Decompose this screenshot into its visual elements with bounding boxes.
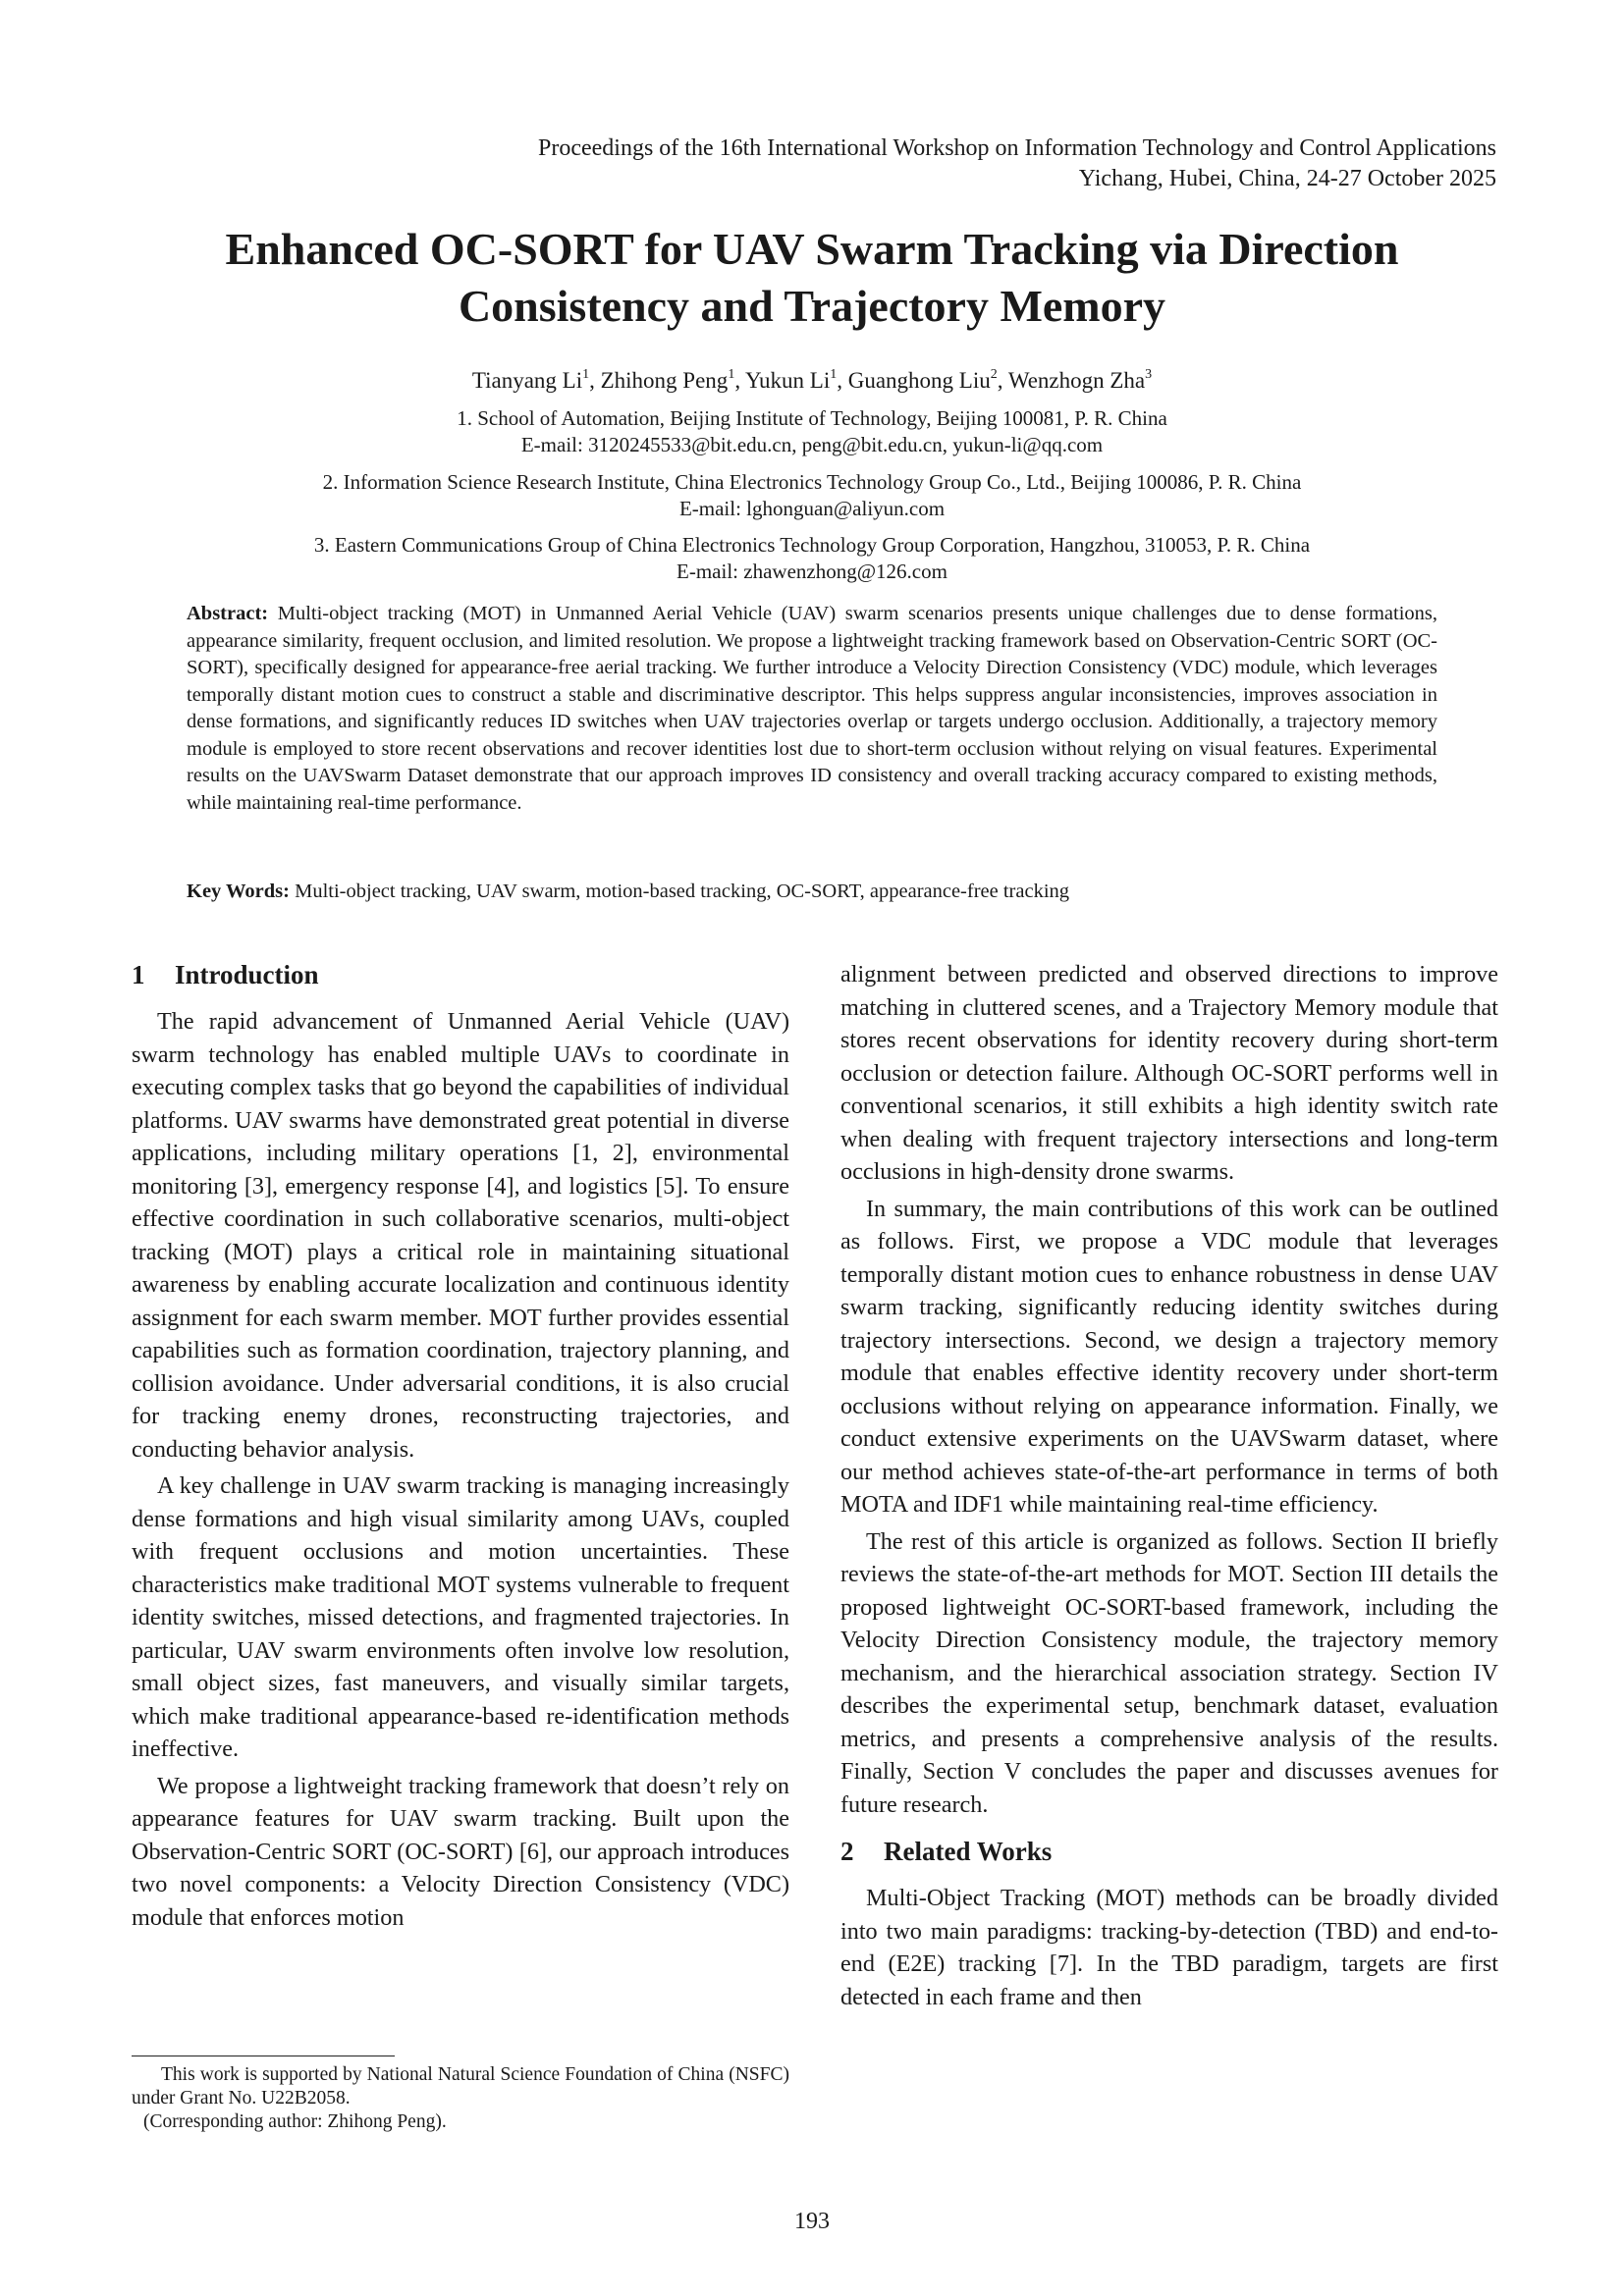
author: Zhihong Peng (600, 368, 729, 393)
author-affiliation-mark: 1 (830, 367, 838, 382)
section-title: Related Works (884, 1837, 1053, 1866)
author-affiliation-mark: 1 (728, 367, 735, 382)
header-line-2: Yichang, Hubei, China, 24-27 October 2025 (1078, 166, 1496, 191)
title-line-2: Consistency and Trajectory Memory (458, 281, 1166, 331)
affiliation-2 (128, 469, 1496, 522)
section-heading-related-works (840, 1835, 1498, 1868)
author: Guanghong Liu (847, 368, 991, 393)
abstract-text: Multi-object tracking (MOT) in Unmanned Aerial Vehicle (UAV) swarm scenarios presents unique challenges due to dense formations, appearance similarity, frequent occlusion, and limited resolution. We propose a lightweight tracking framework based on Observation-Centric SORT (OC-SORT), specifically designed for appearance-free aerial tracking. We further introduce a Velocity Direction Consistency (VDC) module, which leverages temporally distant motion cues to construct a stable and discriminative descriptor. This helps suppress angular inconsistencies, improves association in dense formations, and significantly reduces ID switches when UAV trajectories overlap or targets undergo occlusion. Additionally, a trajectory memory module is employed to store recent observations and recover identities lost due to short-term occlusion without relying on visual features. Experimental results on the UAVSwarm Dataset demonstrate that our approach improves ID consistency and overall tracking accuracy compared to existing methods, while maintaining real-time performance. (187, 603, 1438, 814)
paragraph: alignment between predicted and observed directions to improve matching in cluttered scenes, and a Trajectory Memory module that stores recent observations for identity recovery during short-term occlusion or detection failure. Although OC-SORT performs well in conventional scenarios, it still exhibits a high identity switch rate when dealing with frequent trajectory intersections and long-term occlusions in high-density drone swarms. (840, 961, 1498, 1185)
paragraph: The rapid advancement of Unmanned Aerial Vehicle (UAV) swarm technology has enabled multiple UAVs to coordinate in executing complex tasks that go beyond the capabilities of individual platforms. UAV swarms have demonstrated great potential in diverse applications, including military operations [1, 2], environmental monitoring [3], emergency response [4], and logistics [5]. To ensure effective coordination in such collaborative scenarios, multi-object tracking (MOT) plays a critical role in maintaining situational awareness by enabling accurate localization and continuous identity assignment for each swarm member. MOT further provides essential capabilities such as formation coordination, trajectory planning, and collision avoidance. Under adversarial conditions, it is also crucial for tracking enemy drones, reconstructing trajectories, and conducting behavior analysis. (132, 1008, 789, 1463)
page-number: 193 (794, 2209, 830, 2234)
affiliation-email: E-mail: zhawenzhong@126.com (677, 560, 947, 583)
paper-title (128, 221, 1496, 335)
affiliation-1 (128, 405, 1496, 458)
affiliation-email: E-mail: 3120245533@bit.edu.cn, peng@bit.edu.cn, yukun-li@qq.com (520, 433, 1104, 456)
author: Yukun Li (744, 368, 831, 393)
author: Tianyang Li (471, 368, 583, 393)
keywords-label: Key Words: (187, 881, 290, 902)
affiliation-line: 2. Information Science Research Institute, China Electronics Technology Group Co., Ltd., Beijing 100086, P. R. China (322, 470, 1302, 494)
author: Wenzhogn Zha (1007, 368, 1146, 393)
affiliation-line: 1. School of Automation, Beijing Institute of Technology, Beijing 100081, P. R. China (457, 406, 1167, 430)
corresponding-author-note: (Corresponding author: Zhihong Peng). (143, 2111, 447, 2132)
right-column (840, 958, 1498, 2017)
keywords-text: Multi-object tracking, UAV swarm, motion-based tracking, OC-SORT, appearance-free tracking (295, 881, 1070, 902)
paragraph: We propose a lightweight tracking framework that doesn’t rely on appearance features for UAV swarm tracking. Built upon the Observation-Centric SORT (OC-SORT) [6], our approach introduces two novel components: a Velocity Direction Consistency (VDC) module that enforces motion (132, 1772, 789, 1931)
footnote (132, 2063, 789, 2134)
header-line-1: Proceedings of the 16th International Workshop on Information Technology and Control Applications (538, 135, 1496, 161)
keywords (187, 879, 1437, 905)
proceedings-header (538, 133, 1496, 194)
funding-note: This work is supported by National Natural Science Foundation of China (NSFC) under Grant No. U22B2058. (132, 2064, 789, 2109)
section-title: Introduction (175, 960, 319, 989)
author-list: Tianyang Li$^1$, Zhihong Peng$^1$, Yukun Li$^1$, Guanghong Liu$^2$, Wenzhogn Zha$^3$ (471, 367, 1153, 393)
paragraph: Multi-Object Tracking (MOT) methods can be broadly divided into two main paradigms: tracking-by-detection (TBD) and end-to-end (E2E) tracking [7]. In the TBD paradigm, targets are first detected in each frame and then (840, 1885, 1498, 2010)
section-number: 2 (840, 1837, 854, 1866)
author-affiliation-mark: 1 (582, 367, 590, 382)
affiliation-email: E-mail: lghonguan@aliyun.com (678, 497, 946, 520)
abstract-label: Abstract: (187, 603, 269, 624)
paragraph: The rest of this article is organized as follows. Section II briefly reviews the state-of-the-art methods for MOT. Section III details the proposed lightweight OC-SORT-based framework, including the Velocity Direction Consistency module, the trajectory memory mechanism, and the hierarchical association strategy. Section IV describes the experimental setup, benchmark dataset, evaluation metrics, and presents a comprehensive analysis of the results. Finally, Section V concludes the paper and discusses avenues for future research. (840, 1527, 1498, 1818)
section-number: 1 (132, 960, 145, 989)
section-heading-introduction (132, 958, 789, 991)
affiliation-3 (128, 532, 1496, 585)
paragraph: In summary, the main contributions of this work can be outlined as follows. First, we propose a VDC module that leverages temporally distant motion cues to enhance robustness in dense UAV swarm tracking, significantly reducing identity switches during trajectory intersections. Second, we design a trajectory memory module that enables effective identity recovery under short-term occlusions without relying on appearance information. Finally, we conduct extensive experiments on the UAVSwarm dataset, where our method achieves state-of-the-art performance in terms of both MOTA and IDF1 while maintaining real-time efficiency. (840, 1195, 1498, 1518)
abstract (187, 601, 1437, 817)
title-line-1: Enhanced OC-SORT for UAV Swarm Tracking via Direction (225, 224, 1399, 274)
author-affiliation-mark: 3 (1145, 367, 1153, 382)
affiliation-line: 3. Eastern Communications Group of China Electronics Technology Group Corporation, Hangzhou, 310053, P. R. China (313, 533, 1311, 557)
author-affiliation-mark: 2 (990, 367, 998, 382)
left-column (132, 958, 789, 1938)
paragraph: A key challenge in UAV swarm tracking is managing increasingly dense formations and high visual similarity among UAVs, coupled with frequent occlusions and motion uncertainties. These characteristics make traditional MOT systems vulnerable to frequent identity switches, missed detections, and fragmented trajectories. In particular, UAV swarm environments often involve low resolution, small object sizes, fast maneuvers, and visually similar targets, which make traditional appearance-based re-identification methods ineffective. (132, 1472, 789, 1762)
